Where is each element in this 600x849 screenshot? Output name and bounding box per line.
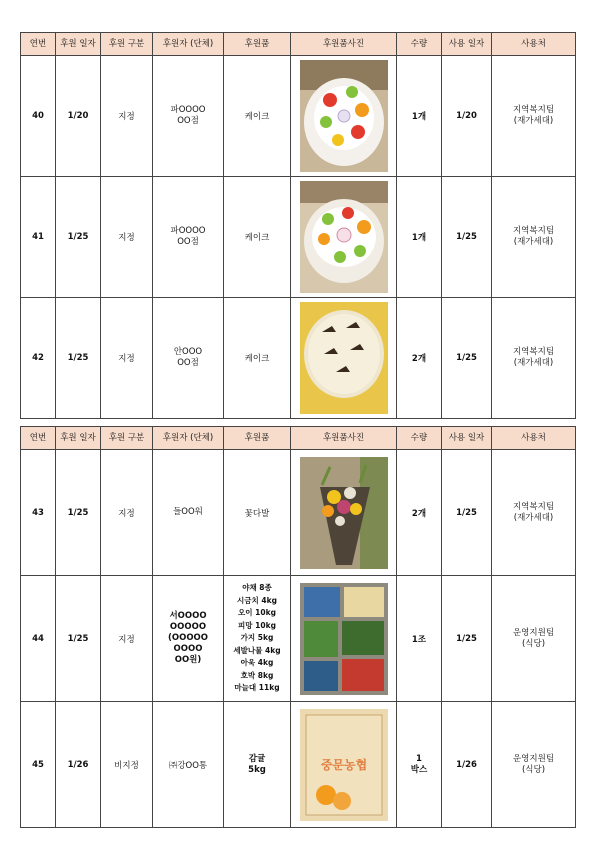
row-type: 지정 — [101, 298, 153, 419]
header-no: 연번 — [21, 33, 56, 56]
header-donor: 후원자 (단체) — [153, 427, 224, 450]
row-place: 지역복지팀 (재가세대) — [492, 177, 576, 298]
row-type: 비지정 — [101, 702, 153, 828]
row-item: 케이크 — [224, 177, 291, 298]
row-qty: 2개 — [397, 450, 442, 576]
row-use-date: 1/25 — [442, 177, 492, 298]
cake-photo — [300, 302, 388, 414]
row-photo — [291, 298, 397, 419]
row-type: 지정 — [101, 450, 153, 576]
row-item: 감귤 5kg — [224, 702, 291, 828]
row-place: 운영지원팀 (식당) — [492, 702, 576, 828]
row-donor: 서OOOO OOOOO (OOOOO OOOO OO원) — [153, 576, 224, 702]
row-donor: 파OOOO OO점 — [153, 177, 224, 298]
table-row — [21, 56, 576, 177]
row-qty: 1조 — [397, 576, 442, 702]
header-photo: 후원품사진 — [291, 427, 397, 450]
header-place: 사용처 — [492, 427, 576, 450]
tangerine-box-label: 중문농협 — [320, 757, 367, 772]
row-no: 41 — [21, 177, 56, 298]
header-date: 후원 일자 — [56, 33, 101, 56]
row-type: 지정 — [101, 177, 153, 298]
row-item: 야채 8종 시금치 4kg 오이 10kg 피망 10kg 가지 5kg 세발나물 4kg 아욱 4kg 호박 8kg 마늘대 11kg — [224, 576, 291, 702]
row-date: 1/20 — [56, 56, 101, 177]
bouquet-photo — [300, 457, 388, 569]
header-item: 후원품 — [224, 427, 291, 450]
row-qty: 1개 — [397, 56, 442, 177]
table-header — [21, 427, 576, 450]
row-type: 지정 — [101, 56, 153, 177]
row-place: 운영지원팀 (식당) — [492, 576, 576, 702]
header-date: 후원 일자 — [56, 427, 101, 450]
row-item: 꽃다발 — [224, 450, 291, 576]
tangerine-box-photo — [300, 709, 388, 821]
cake-photo — [300, 60, 388, 172]
row-photo — [291, 576, 397, 702]
row-photo — [291, 450, 397, 576]
row-use-date: 1/25 — [442, 450, 492, 576]
header-donor: 후원자 (단체) — [153, 33, 224, 56]
header-photo: 후원품사진 — [291, 33, 397, 56]
row-no: 40 — [21, 56, 56, 177]
row-donor: ㈜강OO통 — [153, 702, 224, 828]
row-no: 45 — [21, 702, 56, 828]
header-no: 연번 — [21, 427, 56, 450]
table-header — [21, 33, 576, 56]
row-type: 지정 — [101, 576, 153, 702]
row-place: 지역복지팀 (재가세대) — [492, 56, 576, 177]
row-donor: 안OOO OO점 — [153, 298, 224, 419]
row-date: 1/25 — [56, 177, 101, 298]
row-place: 지역복지팀 (재가세대) — [492, 450, 576, 576]
row-date: 1/25 — [56, 298, 101, 419]
header-place: 사용처 — [492, 33, 576, 56]
row-photo — [291, 56, 397, 177]
row-date: 1/25 — [56, 576, 101, 702]
table-row — [21, 298, 576, 419]
row-item: 케이크 — [224, 56, 291, 177]
row-place: 지역복지팀 (재가세대) — [492, 298, 576, 419]
row-use-date: 1/26 — [442, 702, 492, 828]
header-type: 후원 구분 — [101, 33, 153, 56]
row-use-date: 1/25 — [442, 576, 492, 702]
row-donor: 파OOOO OO점 — [153, 56, 224, 177]
row-photo — [291, 177, 397, 298]
table-row — [21, 576, 576, 702]
row-use-date: 1/25 — [442, 298, 492, 419]
header-item: 후원품 — [224, 33, 291, 56]
table-row — [21, 702, 576, 828]
header-qty: 수량 — [397, 427, 442, 450]
row-no: 42 — [21, 298, 56, 419]
row-qty: 1개 — [397, 177, 442, 298]
header-type: 후원 구분 — [101, 427, 153, 450]
header-use-date: 사용 일자 — [442, 33, 492, 56]
row-donor: 들OO워 — [153, 450, 224, 576]
row-qty: 1 박스 — [397, 702, 442, 828]
row-no: 43 — [21, 450, 56, 576]
row-photo — [291, 702, 397, 828]
row-use-date: 1/20 — [442, 56, 492, 177]
cake-photo — [300, 181, 388, 293]
row-no: 44 — [21, 576, 56, 702]
row-date: 1/25 — [56, 450, 101, 576]
row-date: 1/26 — [56, 702, 101, 828]
row-item: 케이크 — [224, 298, 291, 419]
header-use-date: 사용 일자 — [442, 427, 492, 450]
vegetables-photo — [300, 583, 388, 695]
table-row — [21, 177, 576, 298]
header-qty: 수량 — [397, 33, 442, 56]
table-row — [21, 450, 576, 576]
donation-table-2 — [20, 426, 576, 828]
row-qty: 2개 — [397, 298, 442, 419]
donation-table-1 — [20, 32, 576, 419]
